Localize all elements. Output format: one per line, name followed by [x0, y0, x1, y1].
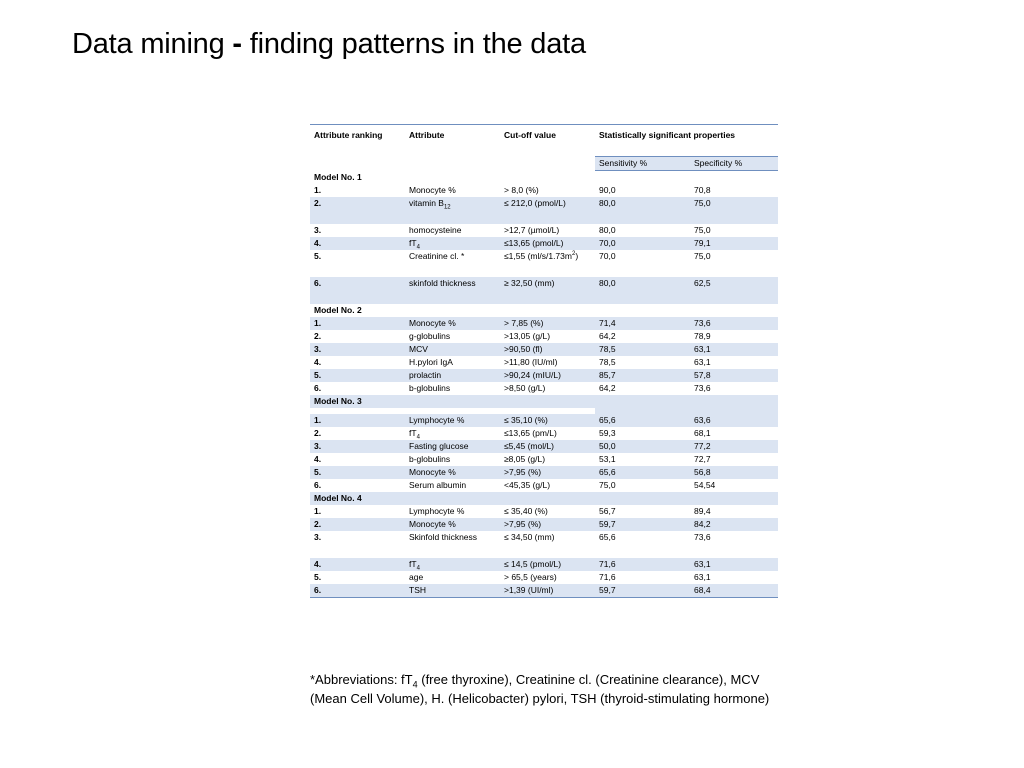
attribute-cell	[405, 224, 500, 237]
cutoff-text: ≤1,55 (ml/s/1.73m	[504, 251, 572, 261]
sensitivity-cell: 65,6	[595, 466, 690, 479]
attribute-text: b-globulins	[409, 383, 451, 393]
sensitivity-cell: 85,7	[595, 369, 690, 382]
cutoff-cell	[500, 466, 595, 479]
table-row	[310, 414, 778, 427]
specificity-cell: 63,1	[694, 572, 711, 582]
rank-cell: 4.	[314, 357, 322, 367]
slide-title	[72, 28, 586, 61]
sensitivity-cell: 78,5	[595, 343, 690, 356]
header-specificity: Specificity %	[690, 157, 778, 171]
model-label-row	[310, 492, 778, 505]
attribute-cell	[405, 440, 500, 453]
specificity-cell: 72,7	[694, 454, 711, 464]
specificity-cell: 79,1	[690, 237, 778, 250]
cutoff-cell	[500, 356, 595, 369]
attribute-subscript: 4	[416, 565, 420, 571]
table-row	[310, 356, 778, 369]
cutoff-text: >90,50 (fl)	[504, 344, 543, 354]
cutoff-cell	[500, 382, 595, 395]
empty-cell	[595, 395, 690, 408]
sensitivity-cell: 71,4	[595, 317, 690, 330]
table-row	[310, 466, 778, 479]
rank-cell: 3.	[310, 440, 405, 453]
empty-cell	[690, 171, 778, 185]
cutoff-cell	[500, 224, 595, 237]
table-row	[310, 277, 778, 304]
sensitivity-cell: 70,0	[595, 237, 690, 250]
table-row	[310, 427, 778, 440]
sensitivity-cell: 71,6	[595, 558, 690, 571]
attribute-cell	[405, 571, 500, 584]
attribute-subscript: 4	[416, 244, 420, 250]
specificity-cell: 57,8	[690, 369, 778, 382]
specificity-cell: 68,4	[690, 584, 778, 598]
table-row	[310, 531, 778, 558]
table-row	[310, 317, 778, 330]
model-label: Model No. 4	[310, 492, 405, 505]
table-header-row	[310, 125, 778, 157]
cutoff-text: ≥8,05 (g/L)	[504, 454, 546, 464]
cutoff-text: ≤13,65 (pmol/L)	[504, 238, 564, 248]
cutoff-text: <45,35 (g/L)	[504, 480, 551, 490]
specificity-cell: 75,0	[694, 251, 711, 261]
cutoff-cell	[500, 330, 595, 343]
attribute-text: g-globulins	[409, 331, 451, 341]
model-label: Model No. 1	[314, 171, 362, 182]
attribute-text: MCV	[409, 344, 428, 354]
attribute-text: H.pylori IgA	[409, 357, 453, 367]
sensitivity-cell: 65,6	[595, 414, 690, 427]
attribute-cell	[405, 369, 500, 382]
rank-cell: 2.	[314, 428, 322, 438]
footnote-sub: 4	[412, 679, 418, 690]
specificity-cell: 62,5	[690, 277, 778, 304]
sensitivity-cell: 56,7	[599, 506, 616, 516]
table-row	[310, 250, 778, 277]
attribute-cell	[405, 382, 500, 395]
specificity-cell: 73,6	[694, 532, 711, 542]
specificity-cell: 54,54	[694, 480, 716, 490]
specificity-cell: 77,2	[690, 440, 778, 453]
empty-cell	[405, 171, 500, 185]
attribute-text: Monocyte %	[409, 467, 456, 477]
attribute-cell	[405, 277, 500, 304]
rank-cell: 6.	[310, 277, 405, 304]
attribute-text: Creatinine cl. *	[409, 251, 465, 261]
sensitivity-cell: 59,3	[599, 428, 616, 438]
attribute-cell	[405, 184, 500, 197]
sensitivity-cell: 80,0	[599, 225, 616, 235]
table-row	[310, 343, 778, 356]
sensitivity-cell: 65,6	[599, 532, 616, 542]
cutoff-cell	[500, 479, 595, 492]
table-row	[310, 505, 778, 518]
rank-cell: 5.	[314, 572, 322, 582]
specificity-cell: 75,0	[694, 225, 711, 235]
rank-cell: 2.	[314, 331, 322, 341]
cutoff-cell	[500, 250, 595, 277]
model-label: Model No. 2	[314, 305, 362, 315]
table-row	[310, 197, 778, 224]
header-statistical-properties: Statistically significant properties	[595, 125, 778, 157]
cutoff-text: >12,7 (µmol/L)	[504, 225, 560, 235]
cutoff-text: ≥ 32,50 (mm)	[504, 278, 555, 288]
empty-cell	[595, 304, 690, 317]
table-row	[310, 584, 778, 598]
cutoff-text: ≤5,45 (mol/L)	[504, 441, 555, 451]
attribute-text: Fasting glucose	[409, 441, 469, 451]
sensitivity-cell: 59,7	[595, 584, 690, 598]
cutoff-text-end: )	[575, 251, 579, 261]
sensitivity-cell: 90,0	[599, 185, 616, 195]
rank-cell: 3.	[310, 343, 405, 356]
attribute-cell	[405, 531, 500, 558]
cutoff-superscript: 2	[571, 251, 576, 258]
table-row	[310, 237, 778, 250]
sensitivity-cell: 64,2	[599, 331, 616, 341]
cutoff-cell	[500, 571, 595, 584]
cutoff-text: > 65,5 (years)	[504, 572, 557, 582]
cutoff-text: > 8,0 (%)	[504, 185, 539, 195]
empty-cell	[500, 171, 595, 185]
footnote-text-b: (free thyroxine), Creatinine cl. (Creatinine clearance), MCV	[417, 672, 760, 687]
table-row	[310, 369, 778, 382]
sensitivity-cell: 80,0	[595, 197, 690, 224]
attribute-cell	[405, 317, 500, 330]
sensitivity-cell: 75,0	[599, 480, 616, 490]
table-row	[310, 184, 778, 197]
specificity-cell: 70,8	[694, 185, 711, 195]
table-row	[310, 479, 778, 492]
cutoff-cell	[500, 369, 595, 382]
attribute-text: age	[409, 572, 424, 582]
cutoff-cell	[500, 277, 595, 304]
title-dash: -	[232, 28, 242, 60]
sensitivity-cell: 50,0	[595, 440, 690, 453]
table-row	[310, 382, 778, 395]
attribute-text: Monocyte %	[409, 519, 456, 529]
table-row	[310, 453, 778, 466]
cutoff-text: ≤ 212,0 (pmol/L)	[504, 198, 566, 208]
cutoff-text: >90,24 (mIU/L)	[504, 370, 561, 380]
attribute-subscript: 12	[443, 204, 451, 211]
table-subheader-row	[310, 157, 778, 171]
attribute-cell	[405, 414, 500, 427]
cutoff-cell	[500, 558, 595, 571]
attribute-text: Lymphocyte %	[409, 506, 465, 516]
abbreviations-footnote	[310, 670, 830, 708]
specificity-cell: 89,4	[694, 506, 711, 516]
cutoff-cell	[500, 505, 595, 518]
rank-cell: 4.	[314, 454, 322, 464]
attribute-text: vitamin B	[409, 198, 444, 208]
attribute-text: prolactin	[409, 370, 442, 380]
attribute-text: Skinfold thickness	[409, 532, 478, 542]
attribute-cell	[405, 356, 500, 369]
attribute-text: fT	[409, 559, 417, 569]
table-row	[310, 224, 778, 237]
rank-cell: 1.	[310, 414, 405, 427]
cutoff-text: ≤ 35,10 (%)	[504, 415, 548, 425]
footnote-text-c: (Mean Cell Volume), H. (Helicobacter) pylori, TSH (thyroid-stimulating hormone)	[310, 691, 770, 706]
specificity-cell: 68,1	[694, 428, 711, 438]
cutoff-text: >1,39 (UI/ml)	[504, 585, 554, 595]
sensitivity-cell: 53,1	[599, 454, 616, 464]
sensitivity-cell: 70,0	[599, 251, 616, 261]
attribute-cell	[405, 558, 500, 571]
specificity-cell: 75,0	[690, 197, 778, 224]
cutoff-cell	[500, 584, 595, 598]
header-attribute-ranking: Attribute ranking	[314, 130, 383, 140]
cutoff-text: ≤13,65 (pm/L)	[504, 428, 557, 438]
rank-cell: 4.	[310, 558, 405, 571]
specificity-cell: 63,1	[694, 357, 711, 367]
cutoff-cell	[500, 317, 595, 330]
sensitivity-cell: 64,2	[599, 383, 616, 393]
rank-cell: 3.	[314, 225, 322, 235]
empty-cell	[500, 492, 595, 505]
sensitivity-cell: 78,5	[599, 357, 616, 367]
rank-cell: 6.	[314, 383, 322, 393]
rank-cell: 1.	[314, 185, 322, 195]
empty-cell	[690, 492, 778, 505]
rank-cell: 1.	[310, 317, 405, 330]
title-text-2: finding patterns in the data	[241, 28, 586, 60]
model-label-row	[310, 171, 778, 185]
header-sensitivity: Sensitivity %	[595, 157, 690, 171]
specificity-cell: 63,6	[690, 414, 778, 427]
cutoff-text: ≤ 35,40 (%)	[504, 506, 548, 516]
empty-cell	[690, 395, 778, 408]
cutoff-cell	[500, 453, 595, 466]
specificity-cell: 63,1	[690, 343, 778, 356]
cutoff-cell	[500, 237, 595, 250]
rank-cell: 6.	[310, 584, 405, 598]
attribute-cell	[405, 237, 500, 250]
empty-cell	[405, 395, 500, 408]
attribute-cell	[405, 343, 500, 356]
table-row	[310, 518, 778, 531]
table-row	[310, 440, 778, 453]
specificity-cell: 84,2	[690, 518, 778, 531]
rank-cell: 2.	[310, 197, 405, 224]
cutoff-text: >13,05 (g/L)	[504, 331, 551, 341]
cutoff-cell	[500, 197, 595, 224]
rank-cell: 2.	[310, 518, 405, 531]
cutoff-text: >7,95 (%)	[504, 467, 542, 477]
attribute-text: fT	[409, 238, 417, 248]
cutoff-cell	[500, 518, 595, 531]
header-cutoff-value: Cut-off value	[504, 130, 556, 140]
sensitivity-cell: 80,0	[595, 277, 690, 304]
specificity-cell: 73,6	[690, 317, 778, 330]
attribute-cell	[405, 427, 500, 440]
sensitivity-cell: 59,7	[595, 518, 690, 531]
model-label-row	[310, 304, 778, 317]
footnote-text-a: *Abbreviations: fT	[310, 672, 413, 687]
rank-cell: 4.	[310, 237, 405, 250]
empty-cell	[595, 171, 690, 185]
cutoff-cell	[500, 184, 595, 197]
attribute-text: TSH	[409, 585, 426, 595]
attribute-cell	[405, 197, 500, 224]
statistics-table	[310, 124, 778, 598]
rank-cell: 5.	[314, 251, 322, 261]
empty-cell	[690, 304, 778, 317]
model-label: Model No. 3	[310, 395, 405, 408]
rank-cell: 1.	[314, 506, 322, 516]
attribute-text: Monocyte %	[409, 318, 456, 328]
attribute-text: Lymphocyte %	[409, 415, 465, 425]
sensitivity-cell: 71,6	[599, 572, 616, 582]
empty-cell	[405, 304, 500, 317]
cutoff-cell	[500, 531, 595, 558]
specificity-cell: 73,6	[694, 383, 711, 393]
rank-cell: 3.	[314, 532, 322, 542]
attribute-cell	[405, 584, 500, 598]
rank-cell: 6.	[314, 480, 322, 490]
attribute-text: homocysteine	[409, 225, 462, 235]
attribute-subscript: 4	[416, 434, 420, 440]
cutoff-text: > 7,85 (%)	[504, 318, 544, 328]
attribute-cell	[405, 505, 500, 518]
rank-cell: 5.	[310, 466, 405, 479]
table-row	[310, 571, 778, 584]
cutoff-cell	[500, 343, 595, 356]
attribute-cell	[405, 330, 500, 343]
specificity-cell: 78,9	[694, 331, 711, 341]
model-label-row	[310, 395, 778, 408]
attribute-cell	[405, 466, 500, 479]
cutoff-text: >8,50 (g/L)	[504, 383, 546, 393]
attribute-cell	[405, 250, 500, 277]
cutoff-cell	[500, 414, 595, 427]
attribute-cell	[405, 479, 500, 492]
attribute-text: skinfold thickness	[409, 278, 476, 288]
empty-cell	[595, 492, 690, 505]
table-row	[310, 330, 778, 343]
table-row	[310, 558, 778, 571]
attribute-text: b-globulins	[409, 454, 451, 464]
empty-cell	[405, 492, 500, 505]
cutoff-cell	[500, 427, 595, 440]
attribute-text: Serum albumin	[409, 480, 467, 490]
title-text-1: Data mining	[72, 28, 233, 60]
attribute-text: fT	[409, 428, 417, 438]
attribute-cell	[405, 453, 500, 466]
rank-cell: 5.	[310, 369, 405, 382]
empty-cell	[500, 395, 595, 408]
cutoff-cell	[500, 440, 595, 453]
header-attribute: Attribute	[409, 130, 445, 140]
cutoff-text: ≤ 34,50 (mm)	[504, 532, 555, 542]
empty-cell	[500, 304, 595, 317]
cutoff-text: >7,95 (%)	[504, 519, 542, 529]
cutoff-text: >11,80 (IU/ml)	[504, 357, 558, 367]
specificity-cell: 63,1	[690, 558, 778, 571]
attribute-text: Monocyte %	[409, 185, 456, 195]
attribute-cell	[405, 518, 500, 531]
specificity-cell: 56,8	[690, 466, 778, 479]
cutoff-text: ≤ 14,5 (pmol/L)	[504, 559, 562, 569]
